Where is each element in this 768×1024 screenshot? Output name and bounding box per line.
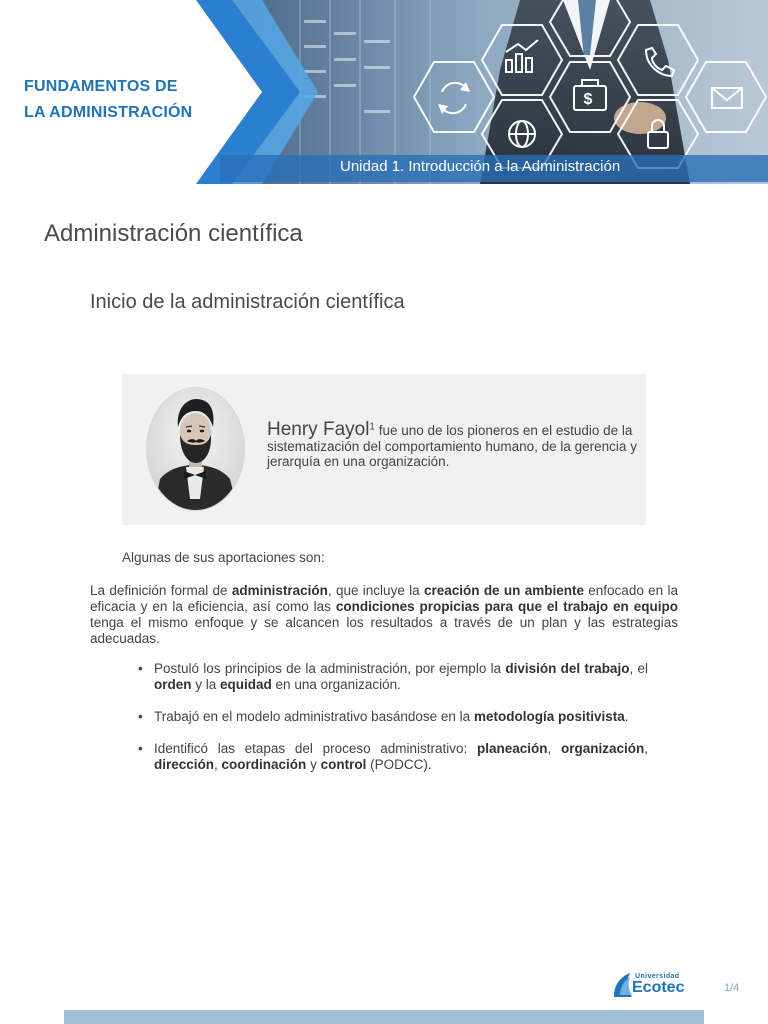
contributions-intro: Algunas de sus aportaciones son:	[122, 550, 325, 565]
bold-term: división del trabajo	[505, 661, 630, 676]
bold-term: control	[320, 757, 367, 772]
course-title	[24, 74, 192, 126]
text-run: La definición formal de	[90, 583, 232, 598]
text-run: ,	[547, 741, 561, 756]
text-run: ,	[644, 741, 648, 756]
henry-fayol-portrait	[146, 387, 245, 511]
bold-term: planeación	[477, 741, 548, 756]
text-run: Trabajó en el modelo administrativo basándose en la	[154, 709, 474, 724]
logo-wordmark-small: Universidad	[635, 973, 680, 980]
footer-bar	[64, 1010, 704, 1024]
text-run: ,	[214, 757, 222, 772]
section-subtitle: Inicio de la administración científica	[90, 291, 405, 313]
text-run: Postuló los principios de la administración, por ejemplo la	[154, 661, 506, 676]
list-item	[138, 741, 648, 773]
bold-term: organización	[560, 741, 645, 756]
logo-wordmark: Ecotec	[632, 979, 685, 996]
fayol-description-text: fue uno de los pioneros en el estudio de la sistematización del comportamiento humano, de la gerencia y jerarquía en una organización.	[267, 423, 637, 469]
fayol-name: Henry Fayol	[267, 419, 370, 440]
bold-term: coordinación	[221, 757, 307, 772]
bold-term: equidad	[220, 677, 272, 692]
course-title-line2: LA ADMINISTRACIÓN	[24, 104, 193, 121]
footnote-marker[interactable]: 1	[369, 421, 375, 433]
page-number: 1/4	[724, 982, 740, 994]
bold-term: condiciones propicias para que el trabajo en equipo	[335, 599, 678, 614]
text-run: enfocado en la eficacia y en la eficiencia, así como las	[90, 583, 678, 614]
course-title-line1: FUNDAMENTOS DE	[24, 78, 178, 95]
text-run: Identificó las etapas del proceso administrativo:	[154, 741, 477, 756]
text-run: , el	[629, 661, 648, 676]
fayol-card	[122, 374, 646, 525]
text-run: y	[306, 757, 321, 772]
text-run: .	[624, 709, 629, 724]
bold-term: creación de un ambiente	[423, 583, 584, 598]
page-title: Administración científica	[44, 220, 303, 247]
administration-definition	[90, 583, 678, 647]
bold-term: orden	[154, 677, 192, 692]
list-item	[138, 709, 648, 725]
text-run: y la	[191, 677, 221, 692]
unit-label: Unidad 1. Introducción a la Administración	[340, 158, 621, 175]
svg-text:$: $	[583, 91, 593, 108]
header-banner	[0, 0, 768, 184]
bold-term: administración	[231, 583, 328, 598]
list-item	[138, 661, 648, 693]
bold-term: metodología positivista	[473, 709, 625, 724]
text-run: en una organización.	[271, 677, 401, 692]
fayol-description	[267, 419, 637, 470]
text-run: , que incluye la	[327, 583, 424, 598]
text-run: (PODCC).	[366, 757, 432, 772]
bold-term: dirección	[154, 757, 215, 772]
contributions-list	[138, 661, 648, 789]
text-run: tenga el mismo enfoque y se alcancen los resultados a través de un plan y las estrategias adecuadas.	[90, 615, 678, 646]
